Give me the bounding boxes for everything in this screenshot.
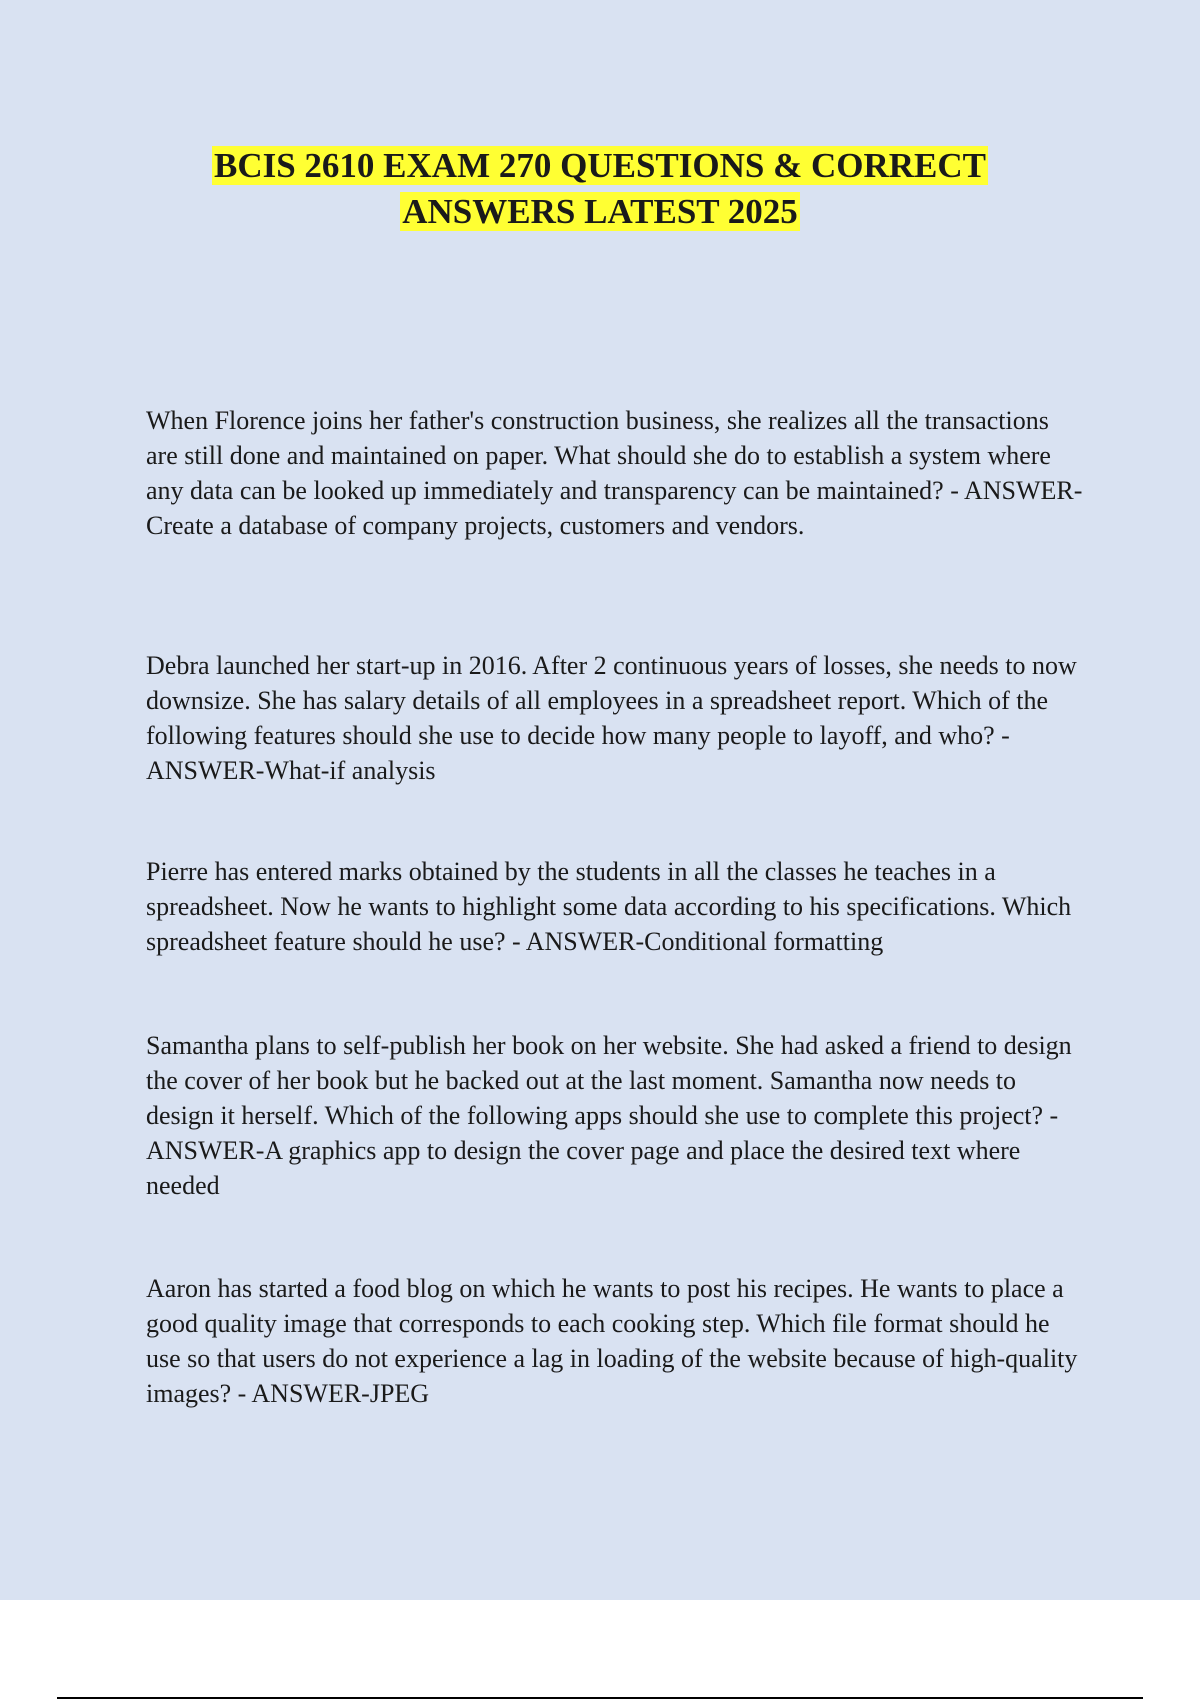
question-answer-2: Debra launched her start-up in 2016. After 2 continuous years of losses, she needs to now downsize. She has salary details of all employees in a spreadsheet report. Which of the following features should she use to decide how many people to layoff, and who? - ANSWER-What-if analysis — [146, 651, 1077, 785]
document-title — [0, 143, 1200, 235]
question-answer-3: Pierre has entered marks obtained by the students in all the classes he teaches in a spreadsheet. Now he wants to highlight some data according to his specifications. Which spreadsheet feature should he use? - ANSWER-Conditional formatting — [146, 857, 1072, 956]
footer-divider — [57, 1697, 1143, 1699]
question-answer-4: Samantha plans to self-publish her book on her website. She had asked a friend to design the cover of her book but he backed out at the last moment. Samantha now needs to design it herself. Which of the following apps should she use to complete this project? - ANSWER-A graphics app to design the cover page and place the desired text where needed — [146, 1031, 1072, 1200]
question-answer-1: When Florence joins her father's construction business, she realizes all the transactions are still done and maintained on paper. What should she do to establish a system where any data can be looked up immediately and transparency can be maintained? - ANSWER-Create a database of company projects, customers and vendors. — [146, 406, 1083, 540]
title-line-2: ANSWERS LATEST 2025 — [402, 192, 798, 231]
question-answer-5: Aaron has started a food blog on which he wants to post his recipes. He wants to place a good quality image that corresponds to each cooking step. Which file format should he use so that users do not experience a lag in loading of the website because of high-quality images? - ANSWER-JPEG — [146, 1274, 1078, 1408]
title-line-1: BCIS 2610 EXAM 270 QUESTIONS & CORRECT — [213, 146, 987, 185]
